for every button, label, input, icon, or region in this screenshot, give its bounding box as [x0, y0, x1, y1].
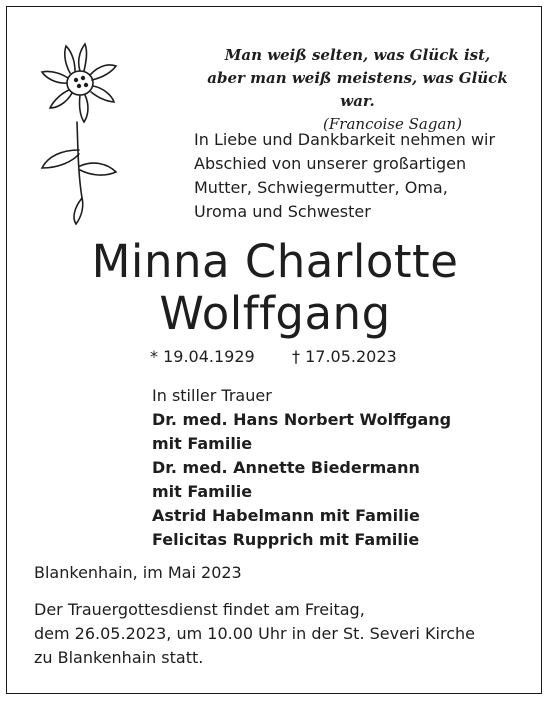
quote-line-1: Man weiß selten, was Glück ist, [224, 46, 491, 64]
quote-line-2: aber man weiß meistens, was Glück war. [207, 69, 508, 110]
mourner-line: Felicitas Rupprich mit Familie [152, 530, 420, 549]
place-date: Blankenhain, im Mai 2023 [34, 563, 242, 582]
deceased-name [20, 236, 530, 340]
intro-text [194, 128, 524, 224]
service-line: dem 26.05.2023, um 10.00 Uhr in der St. Severi Kirche [34, 624, 475, 643]
service-info [34, 598, 475, 670]
sunflower-icon [32, 38, 122, 228]
mourner-line: Dr. med. Hans Norbert Wolffgang [152, 410, 452, 429]
intro-line: Abschied von unserer großartigen [194, 154, 467, 173]
intro-line: Uroma und Schwester [194, 202, 371, 221]
service-line: zu Blankenhain statt. [34, 648, 204, 667]
mourner-line: mit Familie [152, 434, 253, 453]
intro-line: Mutter, Schwiegermutter, Oma, [194, 178, 448, 197]
mourner-line: Dr. med. Annette Biedermann [152, 458, 420, 477]
mourners [152, 384, 532, 552]
service-line: Der Trauergottesdienst findet am Freitag, [34, 600, 365, 619]
deceased-last-name: Wolffgang [159, 287, 391, 340]
intro-line: In Liebe und Dankbarkeit nehmen wir [194, 130, 496, 149]
mourner-line: Astrid Habelmann mit Familie [152, 506, 420, 525]
quote-author: (Francoise Sagan) [323, 115, 462, 133]
quote [190, 44, 525, 136]
deceased-first-names: Minna Charlotte [91, 235, 459, 288]
mourners-heading: In stiller Trauer [152, 386, 272, 405]
birth-date: * 19.04.1929 [150, 347, 255, 366]
mourner-line: mit Familie [152, 482, 253, 501]
death-date: † 17.05.2023 [292, 347, 397, 366]
